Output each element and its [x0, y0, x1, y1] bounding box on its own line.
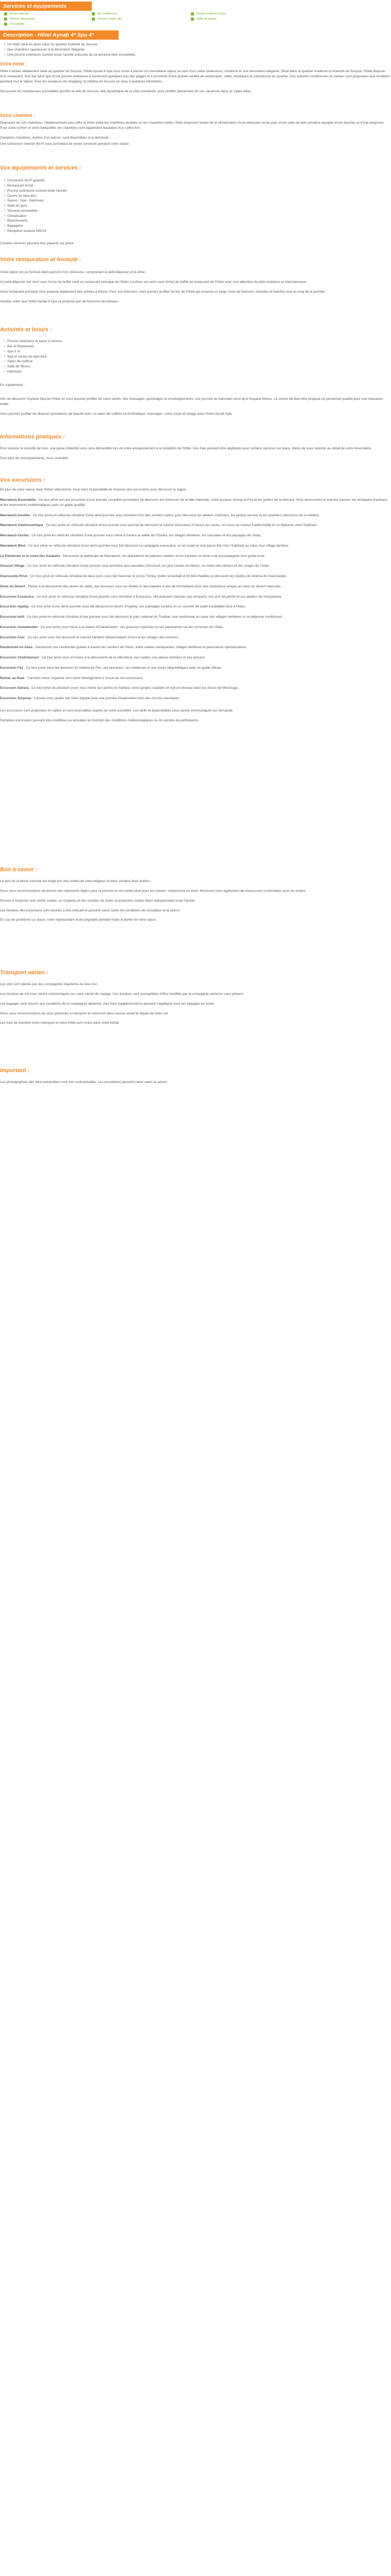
- excursion-item: Excursion Asni : Ce tour privé vous fait découvrir le marché berbère hebdomadaire d'Asni et les villages des environs.: [0, 635, 180, 639]
- restaurant-text: Votre restaurant principal vous propose également des soirées à thème. Pour vos boissons, vous pouvez profiter du bar de l'hôtel qui propose un large choix de boissons chaudes et fraîches tout au long de la journée.: [0, 290, 326, 294]
- service-label: Salle de sports: [197, 18, 217, 21]
- equipment-item: • Blanchisserie: [5, 218, 391, 224]
- excursion-name: Retour au Riad: [0, 676, 24, 680]
- excursion-name: Marrakech Essentielle: [0, 498, 36, 502]
- transport-text: Les vols sont opérés par des compagnies régulières ou low-cost.: [0, 982, 98, 987]
- services-title: Services et équipements: [0, 2, 92, 11]
- room-title: Votre chambre :: [0, 113, 36, 118]
- medical-center-icon: [191, 12, 194, 15]
- air-conditioning-icon: [92, 12, 95, 15]
- excursion-name: Excursion Asni: [0, 635, 25, 639]
- equipment-item: • Terrasse ensoleillée: [5, 209, 391, 214]
- excursion-item: Excursion Sahara : Ce tour privé de plusieurs jours vous mène aux portes du Sahara, entre gorges, kasbahs et nuit en bivouac dans les dunes de Merzouga.: [0, 686, 239, 690]
- description-title: Description - Hôtel Aynab 4* Spa 4*: [0, 30, 119, 40]
- activities-note: En supplément :: [0, 383, 25, 387]
- service-label: TV satellite: [10, 23, 25, 26]
- excursion-name: Marrakech Insolite: [0, 513, 30, 517]
- excursion-name: Excursion Imlil: [0, 615, 24, 619]
- excursion-item: Marrakech Insolite : Ce tour privé en véhicule climatisé d'une demi-journée vous emmène hors des sentiers battus pour découvrir les ateliers d'artisans, les jardins secrets et les quartiers méconnus de la médina.: [0, 513, 320, 517]
- excursion-text: Ce tour privé d'une demi-journée vous fait découvrir le désert d'Agafay, ses paysages lunaires et un coucher de soleil inoubliable face à l'Atlas.: [31, 605, 246, 609]
- service-internet: [4, 12, 29, 16]
- good-to-know-section: [0, 866, 391, 923]
- important-title: Important :: [0, 1067, 30, 1074]
- description-highlights: [0, 42, 391, 57]
- excursion-text: Ce tour privé en véhicule climatisé d'une journée vous mène à travers la vallée de l'Ourika, les villages berbères, les cascades et les paysages de l'Atlas.: [31, 534, 262, 538]
- equipment-item: • Climatisation: [5, 214, 391, 219]
- excursions-note: Les excursions sont proposées en option et sont réservables auprès de votre conseiller. Les tarifs et disponibilités vous seront communiqués sur demande.: [0, 708, 234, 713]
- excursions-section: [0, 476, 391, 723]
- transport-text: Nous vous recommandons de vous présenter à l'aéroport au minimum deux heures avant le départ de votre vol.: [0, 1011, 169, 1015]
- practical-text: Pour plus de renseignements, nous consulter.: [0, 456, 69, 461]
- transport-title: Transport aérien :: [0, 970, 48, 976]
- excursion-name: Randonnée en Atlas: [0, 646, 33, 650]
- restaurant-text: Votre séjour est en formule demi-pension hors boissons, comprenant le petit-déjeuner et le dîner.: [0, 270, 146, 275]
- services-list: [0, 11, 391, 27]
- good-to-know-text: Nous vous recommandons de prévoir des vêtements légers pour la journée et une petite laine pour les soirées, notamment en hiver. Munissez-vous également de chaussures confortables pour les visites.: [0, 889, 306, 893]
- excursion-name: Excursion Fès: [0, 666, 24, 670]
- activity-item: • Salon de coiffure: [5, 359, 391, 364]
- restaurant-text: Le petit-déjeuner est servi sous forme de buffet varié au restaurant principal de l'hôtel. Le dîner est servi sous forme de buffet au restaurant de l'hôtel avec une sélection de plats tunisiens et internationaux.: [0, 280, 307, 284]
- excursion-name: Le Palmeraie et la route des Kasbahs: [0, 554, 60, 558]
- practical-section: [0, 433, 391, 461]
- good-to-know-text: En cas de problème sur place, notre représentant reste joignable pendant toute la durée de votre séjour.: [0, 918, 157, 922]
- excursion-name: Dune du Désert: [0, 584, 25, 588]
- highlight-item: • Un hôtel situé en plein cœur du quartier branché de Sousse,: [5, 42, 391, 47]
- excursion-text: Ce tour privé vous mène à la station d'Oukaimeden, ses gravures rupestres et ses panoramas sur les sommets de l'Atlas.: [40, 625, 224, 629]
- excursions-title: Vos excursions :: [0, 477, 45, 483]
- excursion-text: Ce tour privé en véhicule climatisé d'une journée vous emmène aux cascades d'Ouzoud, les plus hautes du Maroc, au milieu des oliviers et des singes de l'Atlas.: [27, 564, 270, 568]
- city-center-icon: [92, 18, 95, 21]
- excursion-name: Excursion Essaouira: [0, 595, 34, 599]
- room-text: Une connexion Internet Wi-Fi vous permettra de rester connecté pendant votre séjour.: [0, 142, 130, 146]
- equipment-title: Vos équipements et services :: [0, 165, 82, 171]
- excursion-name: Ouzoud Village: [0, 564, 25, 568]
- excursion-name: Marrakech Gastronomique: [0, 523, 43, 528]
- excursion-item: Excursion Agafay : Ce tour privé d'une demi-journée vous fait découvrir le désert d'Agafay, ses paysages lunaires et un coucher de soleil inoubliable face à l'Atlas.: [0, 605, 246, 609]
- excursion-text: Ce tour privé vous fait découvrir la médina de Fès, ses tanneries, ses médersas et ses souks labyrinthiques avec un guide officiel.: [26, 666, 222, 670]
- hotel-text: Découvrez les nombreuses possibilités qu'offre la ville de Sousse, ville dynamique de la côte tunisienne, pour profiter pleinement de vos vacances dans un cadre idéal.: [0, 89, 252, 93]
- excursion-text: Ce tour privé en véhicule climatisé de deux jours vous fait traverser le col du Tichka, visiter la kasbah d'Aït-Ben-Haddou et découvrir les studios de cinéma de Ouarzazate.: [30, 574, 287, 579]
- excursion-name: Excursion Agafay: [0, 605, 29, 609]
- excursion-name: Ouarzazate Privé: [0, 574, 28, 579]
- excursion-name: Excursion Sahara: [0, 686, 29, 690]
- practical-title: Informations pratiques :: [0, 434, 65, 440]
- excursion-item: Marrakech Essentielle : Ce tour privé est une excursion d'une journée complète permettant de découvrir les richesses de la ville impériale, entre la place Jemaa el-Fna et les jardins de la Menara. Vous découvrirez le marché couvert, les échoppes d'artisans et les monuments emblématiques avec un guide qualifié.: [0, 498, 387, 507]
- activities-list: [0, 339, 391, 374]
- excursion-text: Ce tour privé en véhicule climatisé d'une demi-journée vous emmène hors des sentiers battus pour découvrir les ateliers d'artisans, les jardins secrets et les quartiers méconnus de la médina.: [32, 513, 320, 517]
- service-medical-center: [191, 12, 226, 16]
- service-label: Accès internet: [10, 12, 29, 15]
- excursion-text: Ce tour privé vous fait découvrir le marché berbère hebdomadaire d'Asni et les villages des environs.: [27, 635, 180, 639]
- excursion-text: Ce tour privé vous emmène à la découverte de la ville bleue, ses ruelles, ses places animées et ses artisans.: [41, 656, 206, 660]
- excursion-text: Ce tour privé est une excursion d'une journée complète permettant de découvrir les richesses de la ville impériale, entre la place Jemaa el-Fna et les jardins de la Menara. Vous découvrirez le marché couvert, les échoppes d'artisans et les monuments emblématiques avec un guide qualifié.: [0, 498, 387, 507]
- service-satellite-tv: [4, 22, 25, 27]
- transport-text: Les horaires de vol vous seront communiqués sur votre carnet de voyage. Ces horaires sont susceptibles d'être modifiés par la compagnie aérienne sans préavis.: [0, 992, 244, 996]
- activity-item: • Bar et Restaurant: [5, 344, 391, 349]
- good-to-know-text: Pensez à emporter une crème solaire, un chapeau et des lunettes de soleil, la protection solaire étant indispensable toute l'année.: [0, 899, 196, 903]
- good-to-know-text: Les horaires des excursions sont donnés à titre indicatif et peuvent varier selon les conditions de circulation et la saison.: [0, 908, 181, 912]
- activities-text: Afin de découvrir l'espace Spa de l'hôtel où vous pourrez profiter de soins variés, des massages, gommages et enveloppements, une journée au hammam ainsi qu'à l'espace fitness. Le centre de bien-être propose un personnel qualifié pour une relaxation totale.: [0, 397, 383, 406]
- hotel-text: Hôtel 4 étoiles idéalement situé au quartier de Sousse, l'hôtel Aynab 4 Spa vous invite à passer un merveilleux séjour au sein d'un cadre chaleureux, moderne et une décoration élégante. Situé dans le quartier moderne et branché de Sousse, l'hôtel dispose d'un restaurant, d'un bar ainsi que d'une piscine extérieure à seulement quelques pas des plages et à proximité d'une grande variété de restaurants, cafés, boutiques et commerces du quartier. Des activités nombreuses et variées sont proposées aux résidents pendant tout le séjour. Pour les amateurs de shopping, la médina de Sousse se situe à quelques kilomètres.: [0, 70, 390, 83]
- excursion-text: Ce tour privé en véhicule climatisé d'une journée vous fait découvrir le parc national du Toubkal, une randonnée au cœur des villages berbères et un déjeuner traditionnel.: [27, 615, 283, 619]
- excursion-item: Retour au Riad : Transfert retour organisé vers votre hébergement à l'issue de vos excursions.: [0, 676, 143, 680]
- service-label: Centre médical à bord: [197, 12, 226, 15]
- activity-item: • Hammam: [5, 369, 391, 375]
- equipment-section: [0, 164, 391, 246]
- excursion-name: Marrakech Ourika: [0, 534, 29, 538]
- excursion-item: Le Palmeraie et la route des Kasbahs : Découvrez la palmeraie de Marrakech, les plantations de palmiers dattiers et les kasbahs en terre crue accompagnés d'un guide local.: [0, 554, 266, 558]
- restaurant-section: [0, 256, 391, 304]
- important-section: [0, 1066, 391, 1085]
- excursion-item: Excursion Essaouira : Ce tour privé en véhicule climatisé d'une journée vous emmène à Essaouira, cité portuaire classée, ses remparts, son port de pêche et ses ateliers de marqueterie.: [0, 595, 283, 599]
- hotel-section: [0, 61, 391, 94]
- excursion-item: Marrakech Bled : Ce tour privé en véhicule climatisé d'une demi-journée vous fait découvrir la campagne marocaine, la vie rurale et une pause thé chez l'habitant au cœur d'un village berbère.: [0, 544, 289, 548]
- activities-section: [0, 326, 391, 417]
- activities-text: Vous pourrez profiter de diverses prestations de beauté avec un salon de coiffure et d'esthétique, massages, soins corps et visage avec l'hôtel Aynab Spa.: [0, 412, 233, 416]
- excursion-text: Découvrez la palmeraie de Marrakech, les plantations de palmiers dattiers et les kasbahs en terre crue accompagnés d'un guide local.: [63, 554, 266, 558]
- excursion-name: Excursion Oukaimeden: [0, 625, 38, 629]
- restaurant-text: Veuillez noter que l'hôtel Aynab 4 Spa se propose pas de boissons alcoolisées.: [0, 299, 119, 303]
- activity-item: • Piscine extérieure et bains à remous: [5, 339, 391, 344]
- activities-title: Activités et loisirs :: [0, 327, 52, 333]
- important-text: Les photographies des lieux présentées sont non contractuelles. Les prestations peuvent varier selon la saison.: [0, 1080, 168, 1084]
- good-to-know-title: Bon à savoir :: [0, 867, 38, 873]
- service-outdoor-pool: [4, 17, 35, 22]
- equipment-item: • Bagagerie: [5, 224, 391, 229]
- excursion-text: Laissez-vous guider par notre équipe pour une journée d'exploration hors des circuits classiques.: [34, 697, 181, 701]
- gym-icon: [191, 18, 194, 21]
- excursion-item: Excursion Surprise : Laissez-vous guider par notre équipe pour une journée d'exploration hors des circuits classiques.: [0, 697, 181, 701]
- equipment-item: • Piscine extérieure ouverte toute l'année: [5, 189, 391, 194]
- highlight-item: • Une piscine extérieure ouverte toute l'année entourée de sa terrasse bien ensoleillée.: [5, 53, 391, 58]
- excursion-item: Excursion Oukaimeden : Ce tour privé vous mène à la station d'Oukaimeden, ses gravures rupestres et ses panoramas sur les sommets de l'Atlas.: [0, 625, 224, 629]
- excursion-item: Dune du Désert : Partez à la découverte des dunes de sable, des bivouacs sous les étoiles et des balades à dos de dromadaire pour une expérience unique au cœur du désert marocain.: [0, 584, 282, 588]
- service-label: Air conditionné: [97, 12, 118, 15]
- excursion-name: Excursion Surprise: [0, 697, 31, 701]
- equipment-item: • Salle de gym: [5, 204, 391, 209]
- equipment-item: • Connexion Wi-Fi gratuite: [5, 178, 391, 183]
- excursion-text: Partez à la découverte des dunes de sable, des bivouacs sous les étoiles et des balades à dos de dromadaire pour une expérience unique au cœur du désert marocain.: [28, 584, 282, 588]
- highlight-item: • Des chambres spacieuses à la décoration élégante,: [5, 47, 391, 53]
- equipment-item: • Sauna - Spa - Hammam: [5, 198, 391, 204]
- restaurant-title: Votre restauration et formule :: [0, 257, 82, 263]
- excursion-item: Ouzoud Village : Ce tour privé en véhicule climatisé d'une journée vous emmène aux cascades d'Ouzoud, les plus hautes du Maroc, au milieu des oliviers et des singes de l'Atlas.: [0, 564, 270, 568]
- excursion-name: Marrakech Bled: [0, 544, 26, 548]
- equipment-item: • Réception ouverte 24h/24: [5, 229, 391, 234]
- equipment-item: • Restaurant et bar: [5, 183, 391, 189]
- service-air-conditioning: [92, 12, 117, 16]
- activity-item: • Spa et centre de bien-être: [5, 354, 391, 360]
- excursion-name: Excursion Chefchaouen: [0, 656, 39, 660]
- good-to-know-text: Le port de la tenue correcte est exigé lors des visites de sites religieux et dans certains lieux publics.: [0, 879, 151, 884]
- room-section: [0, 112, 391, 146]
- service-city-center: [92, 17, 122, 22]
- excursion-text: Ce tour privé en véhicule climatisé d'une journée vous permet de découvrir la cuisine marocaine à travers les souks, un cours de cuisine traditionnelle et un déjeuner chez l'habitant.: [46, 523, 318, 528]
- excursion-item: Marrakech Gastronomique : Ce tour privé en véhicule climatisé d'une journée vous permet de découvrir la cuisine marocaine à travers les souks, un cours de cuisine traditionnelle et un déjeuner chez l'habitant.: [0, 523, 318, 528]
- excursion-item: Marrakech Ourika : Ce tour privé en véhicule climatisé d'une journée vous mène à travers la vallée de l'Ourika, les villages berbères, les cascades et les paysages de l'Atlas.: [0, 534, 262, 538]
- practical-text: Pour assurer la sécurité de tous, une pièce d'identité vous sera demandée lors de votre enregistrement à la réception de l'hôtel. Des frais peuvent être appliqués pour certains services sur place. Merci de vous reporter au détail de votre réservation.: [0, 447, 372, 451]
- equipment-item: • Centre de bien-être: [5, 194, 391, 199]
- service-gym: [191, 17, 216, 22]
- excursion-item: Randonnée en Atlas : Découvrez une randonnée guidée à travers les sentiers de l'Atlas, entre vallées verdoyantes, villages berbères et panoramas spectaculaires.: [0, 646, 248, 650]
- description-section: [0, 42, 391, 57]
- internet-icon: [4, 12, 7, 15]
- equipment-note: Certains services peuvent être payants sur place.: [0, 241, 75, 245]
- service-label: Proche centre ville: [97, 18, 122, 21]
- transport-section: [0, 969, 391, 1026]
- room-text: Disposant de 120 chambres, l'établissement vous offre le choix entre les chambres doubles ou les chambres triples. Elles disposent toutes de la climatisation d'une télévision écran plat, d'une salle de bain privative équipée d'une douche ou d'une baignoire. Pour votre confort et votre tranquillité, les chambres sont également équipées d'un coffre-fort.: [0, 121, 385, 130]
- excursion-item: Ouarzazate Privé : Ce tour privé en véhicule climatisé de deux jours vous fait traverser le col du Tichka, visiter la kasbah d'Aït-Ben-Haddou et découvrir les studios de cinéma de Ouarzazate.: [0, 574, 287, 579]
- service-label: Piscine découverte: [10, 18, 35, 21]
- transport-text: Les bagages sont soumis aux conditions de la compagnie aérienne. Des frais supplémentaires peuvent s'appliquer pour les bagages en soute.: [0, 1002, 215, 1006]
- excursions-intro: En plus de votre séjour dans l'hôtel sélectionné, vous avez la possibilité de réserver des excursions pour découvrir la région.: [0, 488, 187, 492]
- activity-item: • Salle de fitness: [5, 364, 391, 369]
- excursion-item: Excursion Chefchaouen : Ce tour privé vous emmène à la découverte de la ville bleue, ses ruelles, ses places animées et ses artisans.: [0, 656, 206, 660]
- satellite-tv-icon: [4, 23, 7, 26]
- excursion-text: Ce tour privé en véhicule climatisé d'une journée vous emmène à Essaouira, cité portuaire classée, ses remparts, son port de pêche et ses ateliers de marqueterie.: [36, 595, 283, 599]
- transport-text: Les frais de transfert entre l'aéroport et votre hôtel sont inclus dans votre forfait.: [0, 1021, 120, 1025]
- excursion-text: Découvrez une randonnée guidée à travers les sentiers de l'Atlas, entre vallées verdoyantes, villages berbères et panoramas spectaculaires.: [35, 646, 248, 650]
- excursion-text: Transfert retour organisé vers votre hébergement à l'issue de vos excursions.: [27, 676, 143, 680]
- outdoor-pool-icon: [4, 18, 7, 21]
- excursion-item: Excursion Imlil : Ce tour privé en véhicule climatisé d'une journée vous fait découvrir le parc national du Toubkal, une randonnée au cœur des villages berbères et un déjeuner traditionnel.: [0, 615, 283, 619]
- excursion-text: Ce tour privé de plusieurs jours vous mène aux portes du Sahara, entre gorges, kasbahs et nuit en bivouac dans les dunes de Merzouga.: [31, 686, 239, 690]
- equipment-list: [0, 178, 391, 233]
- activity-item: • Spa 5 %: [5, 349, 391, 354]
- excursion-text: Ce tour privé en véhicule climatisé d'une demi-journée vous fait découvrir la campagne marocaine, la vie rurale et une pause thé chez l'habitant au cœur d'un village berbère.: [28, 544, 289, 548]
- excursion-item: Excursion Fès : Ce tour privé vous fait découvrir la médina de Fès, ses tanneries, ses médersas et ses souks labyrinthiques avec un guide officiel.: [0, 666, 222, 670]
- room-text: Certaines chambres, dotées d'un balcon, sont disponibles à la demande.: [0, 135, 110, 140]
- excursions-note: Certaines excursions peuvent être modifiées ou annulées en fonction des conditions météorologiques ou du nombre de participants.: [0, 718, 199, 722]
- hotel-title: Votre hôtel :: [0, 61, 27, 66]
